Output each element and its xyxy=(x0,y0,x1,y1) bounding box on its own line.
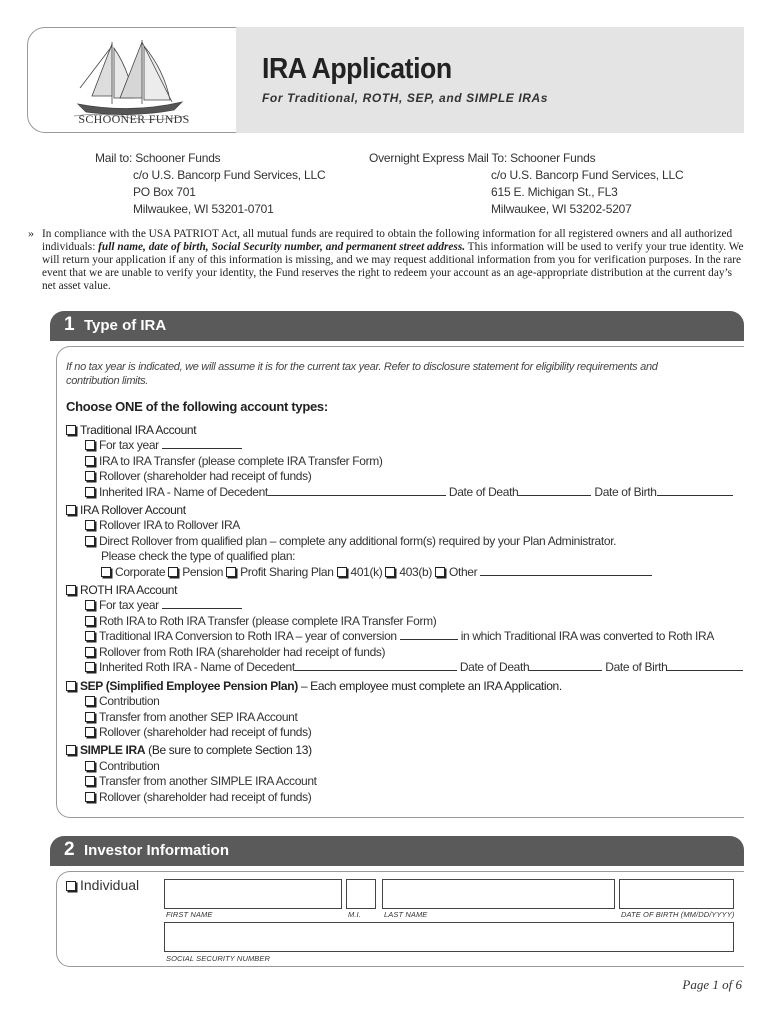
dob-label: DATE OF BIRTH (MM/DD/YYYY) xyxy=(621,910,735,919)
checkbox[interactable] xyxy=(85,616,95,626)
roth-transfer-option[interactable] xyxy=(85,614,436,629)
mi-label: M.I. xyxy=(348,910,361,919)
option-label: Transfer from another SEP IRA Account xyxy=(99,710,298,724)
plan-option-label: 403(b) xyxy=(399,565,432,579)
overnight-line: Schooner Funds xyxy=(510,151,596,165)
plan-type-prompt: Please check the type of qualified plan: xyxy=(101,549,296,563)
option-label: Rollover (shareholder had receipt of funds) xyxy=(99,469,312,483)
option-label: Roth IRA to Roth IRA Transfer (please complete IRA Transfer Form) xyxy=(99,614,437,628)
plan-option-label: Corporate xyxy=(115,565,166,579)
date-of-death-field[interactable] xyxy=(518,485,591,496)
mail-to-line: Milwaukee, WI 53201-0701 xyxy=(133,202,274,216)
plan-option-label: 401(k) xyxy=(350,565,383,579)
option-label: Rollover from Roth IRA (shareholder had receipt of funds) xyxy=(99,645,386,659)
overnight-line: Milwaukee, WI 53202-5207 xyxy=(491,202,632,216)
ira-transfer-option[interactable] xyxy=(85,454,383,469)
checkbox[interactable] xyxy=(66,881,76,891)
option-label: Date of Death xyxy=(459,660,530,674)
option-label: Direct Rollover from qualified plan – complete any additional form(s) required by your Plan Administrator. xyxy=(99,534,617,548)
tax-year-field[interactable] xyxy=(162,438,242,449)
checkbox[interactable] xyxy=(85,776,95,786)
mail-to-label: Mail to: xyxy=(95,151,133,165)
checkbox[interactable] xyxy=(385,567,395,577)
checkbox[interactable] xyxy=(85,761,95,771)
overnight-line: 615 E. Michigan St., FL3 xyxy=(491,185,618,199)
section-2-header xyxy=(50,836,744,866)
direct-rollover-option[interactable] xyxy=(85,534,616,549)
plan-option-label: Pension xyxy=(182,565,224,579)
simple-contribution-option[interactable] xyxy=(85,759,160,774)
option-label: Transfer from another SIMPLE IRA Account xyxy=(99,774,317,788)
sep-transfer-option[interactable] xyxy=(85,710,298,725)
sep-rollover-option[interactable] xyxy=(85,725,311,740)
option-label: Inherited IRA - Name of Decedent xyxy=(99,485,268,499)
roth-tax-year-option[interactable] xyxy=(85,598,242,613)
checkbox[interactable] xyxy=(101,567,111,577)
logo-panel xyxy=(27,27,239,133)
checkbox[interactable] xyxy=(85,696,95,706)
notice-bold-text: full name, date of birth, Social Security number, and permanent street address. xyxy=(98,241,466,254)
mail-to-line: PO Box 701 xyxy=(133,185,196,199)
schooner-ship-icon xyxy=(72,38,188,122)
decedent-name-field[interactable] xyxy=(295,660,457,671)
simple-ira-option[interactable] xyxy=(66,743,312,758)
option-label: IRA Rollover Account xyxy=(80,503,186,517)
section-number: 2 xyxy=(64,839,75,860)
page-number: Page 1 of 6 xyxy=(682,977,742,992)
simple-rollover-option[interactable] xyxy=(85,790,311,805)
ira-rollover-option[interactable] xyxy=(66,503,186,518)
option-label: Traditional IRA Account xyxy=(80,423,197,437)
inherited-ira-option[interactable] xyxy=(85,485,733,500)
choose-heading: Choose ONE of the following account types: xyxy=(66,399,328,414)
checkbox[interactable] xyxy=(85,520,95,530)
checkbox[interactable] xyxy=(435,567,445,577)
inherited-roth-option[interactable] xyxy=(85,660,743,675)
date-of-birth-field[interactable] xyxy=(619,879,734,909)
rollover-option[interactable] xyxy=(85,469,311,484)
first-name-label: FIRST NAME xyxy=(166,910,213,919)
checkbox[interactable] xyxy=(85,471,95,481)
checkbox[interactable] xyxy=(226,567,236,577)
roth-rollover-option[interactable] xyxy=(85,645,385,660)
simple-transfer-option[interactable] xyxy=(85,774,317,789)
checkbox[interactable] xyxy=(66,681,76,691)
mail-to-line: Schooner Funds xyxy=(135,151,221,165)
checkbox[interactable] xyxy=(85,536,95,546)
other-plan-field[interactable] xyxy=(480,565,652,576)
option-label: Individual xyxy=(80,877,140,893)
checkbox[interactable] xyxy=(85,631,95,641)
checkbox[interactable] xyxy=(85,600,95,610)
option-label: Inherited Roth IRA - Name of Decedent xyxy=(99,660,295,674)
checkbox[interactable] xyxy=(85,792,95,802)
section-number: 1 xyxy=(64,314,75,335)
option-label: IRA to IRA Transfer (please complete IRA Transfer Form) xyxy=(99,454,383,468)
page-subtitle: For Traditional, ROTH, SEP, and SIMPLE IRAs xyxy=(262,91,549,105)
checkbox[interactable] xyxy=(85,440,95,450)
tax-year-field[interactable] xyxy=(162,598,242,609)
rollover-to-rollover-option[interactable] xyxy=(85,518,240,533)
notice-text: In compliance with the USA PATRIOT Act, all mutual funds are required to obtain the following information for all registered owners and all authorized individuals: xyxy=(42,228,733,254)
traditional-tax-year-option[interactable] xyxy=(85,438,242,453)
checkbox[interactable] xyxy=(168,567,178,577)
section-title: Investor Information xyxy=(84,842,230,859)
middle-initial-field[interactable] xyxy=(346,879,376,909)
option-label: SIMPLE IRA xyxy=(80,743,146,757)
mail-to-address xyxy=(95,150,325,218)
page-title: IRA Application xyxy=(262,53,452,85)
first-name-field[interactable] xyxy=(164,879,342,909)
mail-to-line: c/o U.S. Bancorp Fund Services, LLC xyxy=(133,168,326,182)
ssn-label: SOCIAL SECURITY NUMBER xyxy=(166,954,271,963)
checkbox[interactable] xyxy=(66,585,76,595)
section-1-header xyxy=(50,311,744,341)
sep-option[interactable] xyxy=(66,679,562,694)
overnight-line: c/o U.S. Bancorp Fund Services, LLC xyxy=(491,168,684,182)
checkbox[interactable] xyxy=(66,745,76,755)
option-label: For tax year xyxy=(99,438,159,452)
date-of-death-field[interactable] xyxy=(529,660,602,671)
checkbox[interactable] xyxy=(85,487,95,497)
checkbox[interactable] xyxy=(337,567,347,577)
option-label: Date of Birth xyxy=(605,660,668,674)
option-label: Contribution xyxy=(99,694,160,708)
option-label: SEP (Simplified Employee Pension Plan) xyxy=(80,679,298,693)
option-label: ROTH IRA Account xyxy=(80,583,178,597)
option-label: Date of Death xyxy=(448,485,519,499)
ssn-field[interactable] xyxy=(164,922,734,952)
decedent-name-field[interactable] xyxy=(268,485,446,496)
notice-text: This information will be used to verify your true identity. We will return your application if any of this information is missing, and we may request additional information from you for verification purposes. In the rare event that we are unable to verify your identity, the Fund reserves the right to redeem your account as an age-appropriate distribution at the current day’s net asset value. xyxy=(42,241,744,293)
plan-type-options xyxy=(101,565,652,580)
logo-text: SCHOONER FUNDS xyxy=(78,112,190,126)
patriot-act-notice xyxy=(28,228,748,293)
checkbox[interactable] xyxy=(85,456,95,466)
option-label: Contribution xyxy=(99,759,160,773)
option-desc: – Each employee must complete an IRA Application. xyxy=(297,679,562,693)
plan-option-label: Profit Sharing Plan xyxy=(240,565,334,579)
checkbox[interactable] xyxy=(66,425,76,435)
option-label: in which Traditional IRA was converted to Roth IRA xyxy=(460,629,715,643)
traditional-ira-option[interactable] xyxy=(66,423,196,438)
section-title: Type of IRA xyxy=(84,317,167,334)
sep-contribution-option[interactable] xyxy=(85,694,160,709)
checkbox[interactable] xyxy=(66,505,76,515)
title-panel xyxy=(236,27,744,133)
checkbox[interactable] xyxy=(85,712,95,722)
checkbox[interactable] xyxy=(85,727,95,737)
tax-year-note: If no tax year is indicated, we will assume it is for the current tax year. Refer to disclosure statement for eligibility requirements and contribution limits. xyxy=(66,361,658,387)
overnight-label: Overnight Express Mail To: xyxy=(369,151,507,165)
checkbox[interactable] xyxy=(85,647,95,657)
roth-ira-option[interactable] xyxy=(66,583,177,598)
last-name-field[interactable] xyxy=(382,879,615,909)
roth-conversion-option[interactable] xyxy=(85,629,714,644)
plan-option-label: Other xyxy=(448,565,478,579)
date-of-birth-field[interactable] xyxy=(667,660,743,671)
option-label: Rollover (shareholder had receipt of funds) xyxy=(99,725,312,739)
option-label: Traditional IRA Conversion to Roth IRA – year of conversion xyxy=(99,629,397,643)
conversion-year-field[interactable] xyxy=(400,629,458,640)
option-desc: (Be sure to complete Section 13) xyxy=(145,743,312,757)
chevron-marker-icon: » xyxy=(28,226,34,240)
option-label: Rollover (shareholder had receipt of funds) xyxy=(99,790,312,804)
option-label: Rollover IRA to Rollover IRA xyxy=(99,518,240,532)
individual-option[interactable] xyxy=(66,877,139,893)
checkbox[interactable] xyxy=(85,662,95,672)
overnight-address xyxy=(369,150,683,218)
option-label: Date of Birth xyxy=(594,485,657,499)
last-name-label: LAST NAME xyxy=(384,910,428,919)
option-label: For tax year xyxy=(99,598,159,612)
date-of-birth-field[interactable] xyxy=(657,485,733,496)
